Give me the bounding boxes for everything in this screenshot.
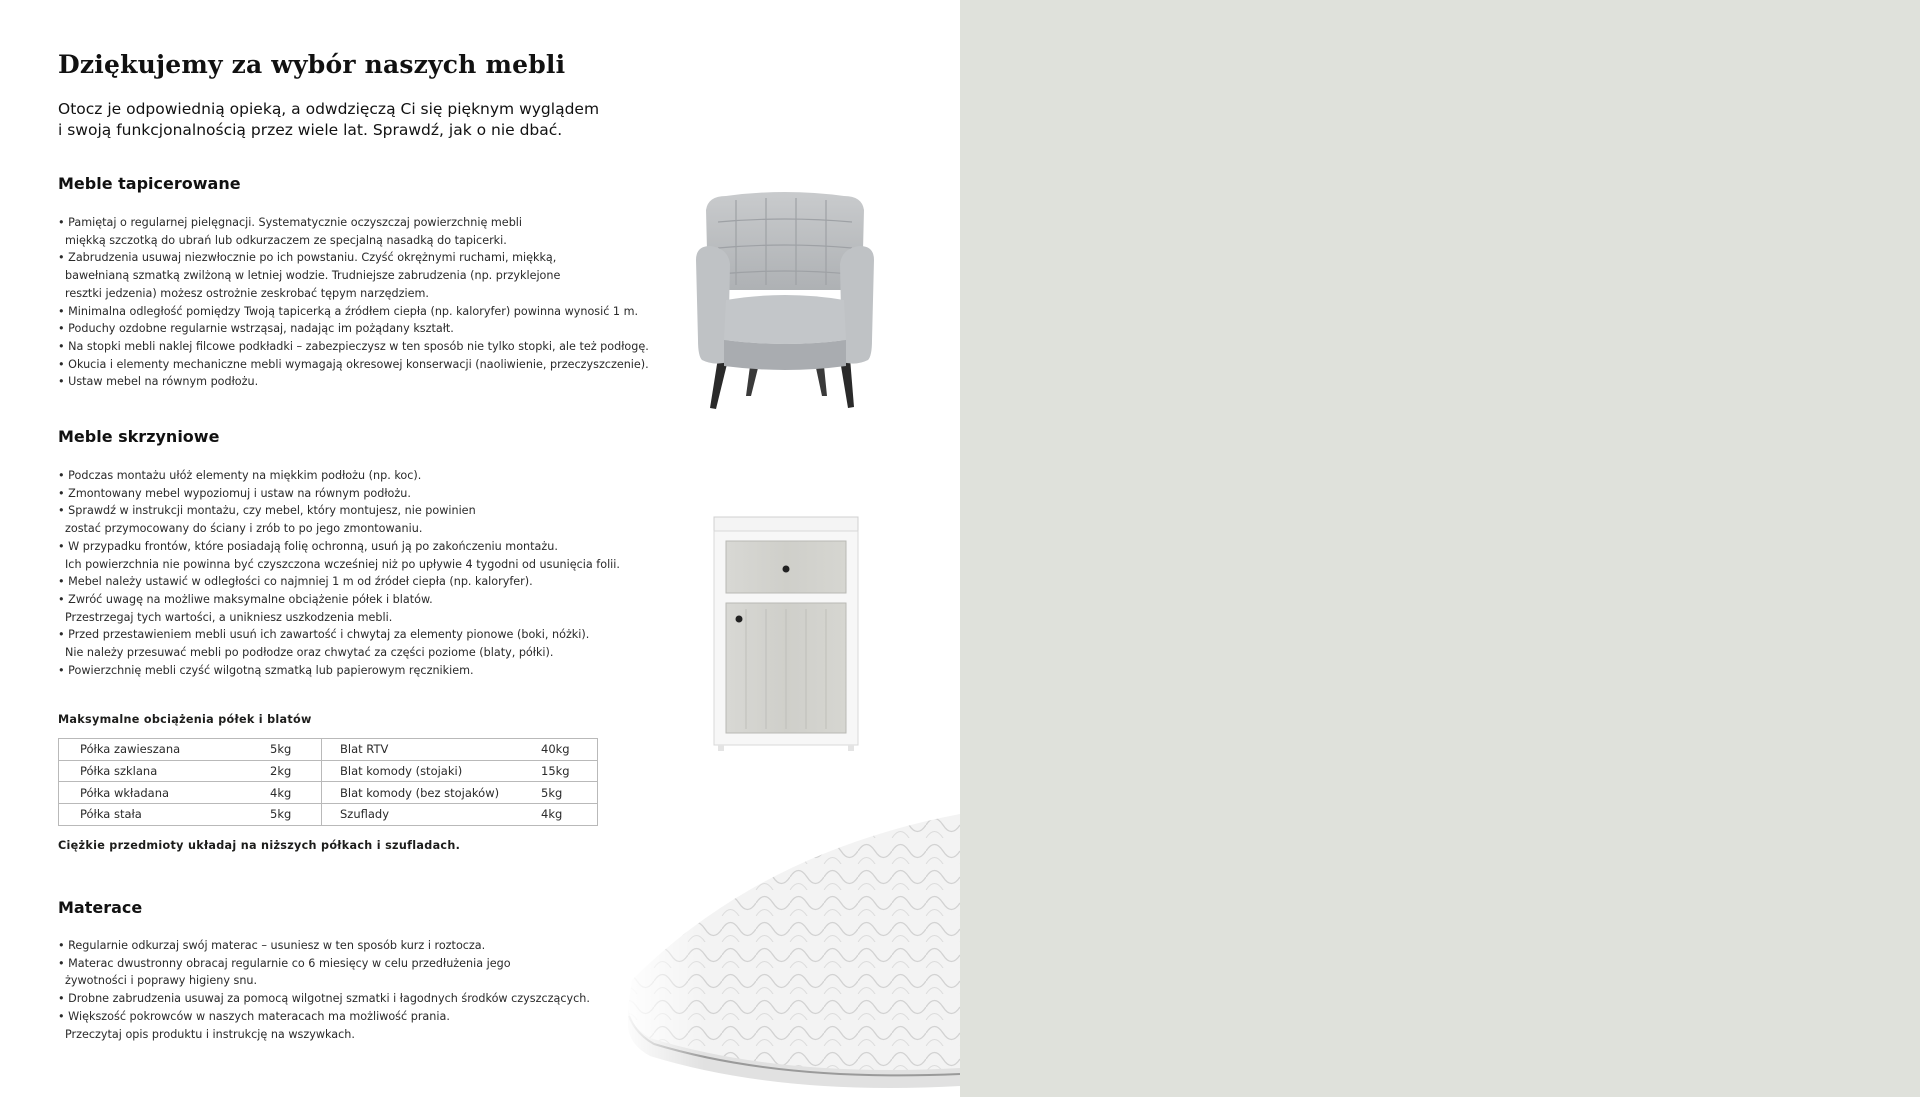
list-item (58, 249, 649, 302)
loads-table (58, 738, 598, 826)
list-item-line: • Większość pokrowców w naszych materacach ma możliwość prania. (58, 1009, 450, 1023)
list-item-line: miękką szczotką do ubrań lub odkurzaczem ze specjalną nasadką do tapicerki. (65, 233, 507, 247)
table-row (59, 739, 598, 761)
list-item-line: • Zmontowany mebel wypoziomuj i ustaw na równym podłożu. (58, 486, 411, 500)
armchair-illustration (696, 190, 874, 412)
list-item-line: • Poduchy ozdobne regularnie wstrząsaj, nadając im pożądany kształt. (58, 322, 454, 336)
list-item (58, 626, 620, 661)
list-item-line: • Drobne zabrudzenia usuwaj za pomocą wilgotnej szmatki i łagodnych środków czyszczących. (58, 992, 590, 1006)
list-item-line: • Okucia i elementy mechaniczne mebli wymagają okresowej konserwacji (naoliwienie, przeczyszczenie). (58, 357, 649, 371)
table-cell: 5kg (541, 782, 598, 804)
side-panel (960, 0, 1920, 1097)
list-item-line: resztki jedzenia) możesz ostrożnie zeskrobać tępym narzędziem. (65, 286, 429, 300)
table-cell: 2kg (270, 760, 322, 782)
loads-note: Ciężkie przedmioty układaj na niższych półkach i szufladach. (58, 839, 461, 852)
list-item (58, 573, 620, 591)
heading-mattress: Materace (58, 898, 143, 917)
list-item-line: • Sprawdź w instrukcji montażu, czy mebel, który montujesz, nie powinien (58, 504, 476, 518)
list-item (58, 338, 649, 356)
list-item-line: Ich powierzchnia nie powinna być czyszczona wcześniej niż po upływie 4 tygodni od usunięcia folii. (65, 557, 620, 571)
table-cell: 5kg (270, 804, 322, 826)
table-cell: Półka stała (59, 804, 271, 826)
list-item-line: • Na stopki mebli naklej filcowe podkładki – zabezpieczysz w ten sposób nie tylko stopki, ale też podłogę. (58, 339, 649, 353)
list-item (58, 937, 590, 955)
table-cell: 15kg (541, 760, 598, 782)
table-cell: Blat komody (bez stojaków) (322, 782, 542, 804)
list-mattress (58, 937, 590, 1043)
list-item (58, 502, 620, 537)
list-item (58, 214, 649, 249)
loads-table-title: Maksymalne obciążenia półek i blatów (58, 713, 312, 726)
list-item-line: • Materac dwustronny obracaj regularnie co 6 miesięcy w celu przedłużenia jego (58, 956, 511, 970)
list-item-line: • Powierzchnię mebli czyść wilgotną szmatką lub papierowym ręcznikiem. (58, 663, 474, 677)
list-item-line: Nie należy przesuwać mebli po podłodze oraz chwytać za części poziome (blaty, półki). (65, 646, 554, 660)
intro-paragraph (58, 99, 618, 141)
cabinet-illustration (712, 515, 860, 753)
list-item (58, 373, 649, 391)
table-row (59, 782, 598, 804)
list-item (58, 955, 590, 990)
table-cell: Szuflady (322, 804, 542, 826)
intro-line: i swoją funkcjonalnością przez wiele lat. Sprawdź, jak o nie dbać. (58, 121, 563, 139)
heading-upholstered: Meble tapicerowane (58, 174, 241, 193)
list-item (58, 990, 590, 1008)
page-title: Dziękujemy za wybór naszych mebli (58, 50, 566, 79)
table-cell: Półka szklana (59, 760, 271, 782)
table-cell: 40kg (541, 739, 598, 761)
list-item-line: • Pamiętaj o regularnej pielęgnacji. Systematycznie oczyszczaj powierzchnię mebli (58, 216, 523, 229)
table-cell: Półka wkładana (59, 782, 271, 804)
list-item-line: • Podczas montażu ułóż elementy na miękkim podłożu (np. koc). (58, 469, 422, 482)
list-item (58, 1008, 590, 1043)
table-row (59, 760, 598, 782)
list-item-line: • Przed przestawieniem mebli usuń ich zawartość i chwytaj za elementy pionowe (boki, nóżki). (58, 628, 590, 642)
heading-cabinet: Meble skrzyniowe (58, 427, 220, 446)
list-upholstered (58, 214, 649, 391)
list-item-line: • Regularnie odkurzaj swój materac – usuniesz w ten sposób kurz i roztocza. (58, 939, 486, 952)
list-item (58, 467, 620, 485)
list-item-line: • Mebel należy ustawić w odległości co najmniej 1 m od źródeł ciepła (np. kaloryfer). (58, 575, 533, 589)
list-item-line: Przestrzegaj tych wartości, a unikniesz uszkodzenia mebli. (65, 610, 393, 624)
list-cabinet (58, 467, 620, 679)
list-item (58, 485, 620, 503)
table-row (59, 804, 598, 826)
list-item-line: zostać przymocowany do ściany i zrób to po jego zmontowaniu. (65, 522, 423, 536)
table-cell: Blat komody (stojaki) (322, 760, 542, 782)
table-cell: 4kg (270, 782, 322, 804)
table-cell: Półka zawieszana (59, 739, 271, 761)
intro-line: Otocz je odpowiednią opieką, a odwdzięczą Ci się pięknym wyglądem (58, 100, 600, 118)
list-item-line: • Ustaw mebel na równym podłożu. (58, 375, 259, 389)
list-item (58, 662, 620, 680)
list-item-line: • Zwróć uwagę na możliwe maksymalne obciążenie półek i blatów. (58, 592, 433, 606)
mattress-illustration (620, 812, 960, 1097)
list-item-line: • Zabrudzenia usuwaj niezwłocznie po ich powstaniu. Czyść okrężnymi ruchami, miękką, (58, 251, 557, 265)
table-cell: Blat RTV (322, 739, 542, 761)
table-cell: 4kg (541, 804, 598, 826)
list-item-line: • Minimalna odległość pomiędzy Twoją tapicerką a źródłem ciepła (np. kaloryfer) powinna wynosić 1 m. (58, 304, 639, 318)
list-item-line: Przeczytaj opis produktu i instrukcję na wszywkach. (65, 1027, 355, 1041)
list-item-line: bawełnianą szmatką zwilżoną w letniej wodzie. Trudniejsze zabrudzenia (np. przyklejone (65, 269, 561, 283)
list-item-line: żywotności i poprawy higieny snu. (65, 974, 258, 988)
list-item (58, 538, 620, 573)
table-cell: 5kg (270, 739, 322, 761)
list-item-line: • W przypadku frontów, które posiadają folię ochronną, usuń ją po zakończeniu montażu. (58, 539, 558, 553)
list-item (58, 303, 649, 321)
list-item (58, 320, 649, 338)
list-item (58, 591, 620, 626)
list-item (58, 356, 649, 374)
